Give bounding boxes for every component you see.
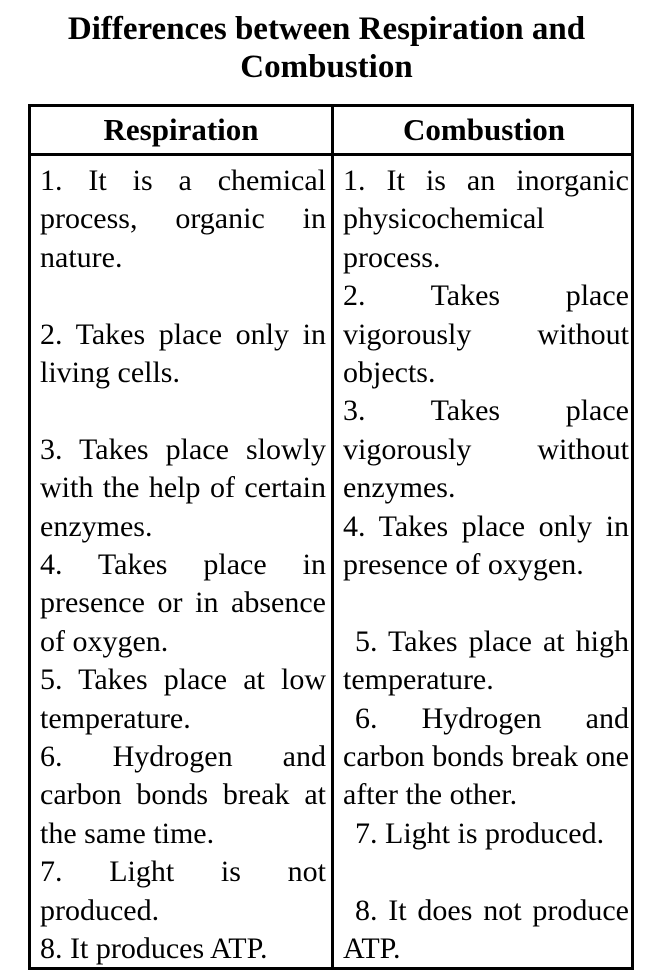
combustion-point-5: 5. Takes place at high temperature. bbox=[343, 624, 629, 697]
respiration-point-1: 1. It is a chemical process, organic in nature. bbox=[40, 164, 326, 274]
page-title bbox=[0, 10, 653, 86]
respiration-point-6: 6. Hydrogen and carbon bonds break at the same time. bbox=[40, 740, 326, 850]
respiration-point-8: 8. It produces ATP. bbox=[40, 932, 268, 965]
respiration-point-3: 3. Takes place slowly with the help of certain enzymes. bbox=[40, 432, 326, 543]
respiration-point-5: 5. Takes place at low temperature. bbox=[40, 663, 326, 735]
comparison-table bbox=[28, 104, 634, 970]
title-line-1: Differences between Respiration and bbox=[67, 11, 586, 47]
combustion-point-7: 7. Light is produced. bbox=[355, 816, 605, 850]
combustion-point-8: 8. It does not produce ATP. bbox=[343, 893, 629, 965]
combustion-point-3: 3. Takes place vigorously without enzymes. bbox=[343, 394, 629, 505]
header-respiration: Respiration bbox=[103, 112, 259, 147]
combustion-point-2: 2. Takes place vigorously without objects. bbox=[343, 279, 629, 389]
header-combustion: Combustion bbox=[403, 112, 565, 147]
combustion-point-1: 1. It is an inorganic physicochemical process. bbox=[343, 164, 629, 274]
respiration-point-7: 7. Light is not produced. bbox=[40, 855, 326, 927]
respiration-point-4: 4. Takes place in presence or in absence of oxygen. bbox=[40, 548, 326, 658]
respiration-point-2: 2. Takes place only in living cells. bbox=[40, 317, 326, 389]
column-divider bbox=[331, 107, 334, 967]
title-line-2: Combustion bbox=[240, 49, 413, 85]
combustion-point-6: 6. Hydrogen and carbon bonds break one after the other. bbox=[343, 701, 629, 812]
combustion-point-4: 4. Takes place only in presence of oxygen. bbox=[343, 509, 629, 581]
